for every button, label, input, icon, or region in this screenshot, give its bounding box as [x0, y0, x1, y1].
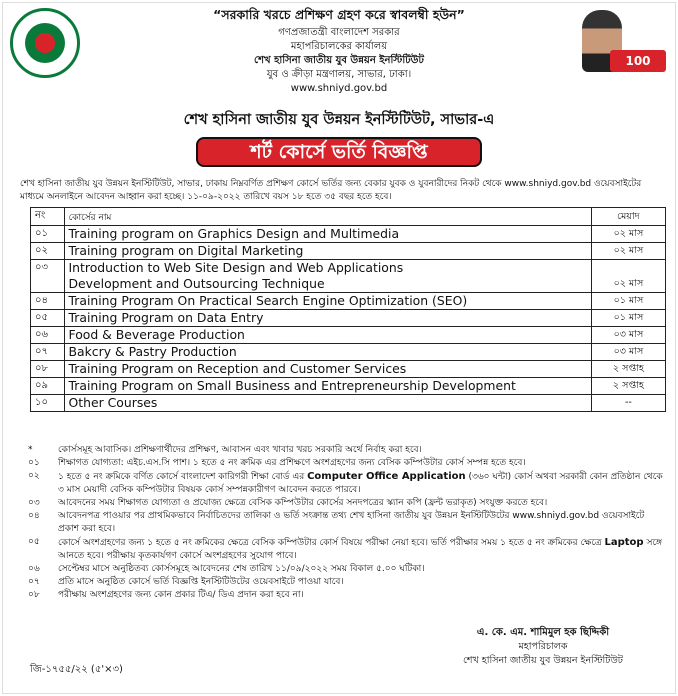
- row-name: [64, 260, 591, 293]
- note-item: [28, 589, 668, 602]
- government-seal-icon: [10, 8, 80, 78]
- row-duration: ০২ মাস: [591, 260, 665, 293]
- row-name: Training Program on Reception and Customer Services: [64, 361, 591, 378]
- subtitle: শেখ হাসিনা জাতীয় যুব উন্নয়ন ইনস্টিটিউট, সাভার-এ: [183, 112, 495, 128]
- seal-red-disc: [35, 33, 55, 53]
- table-row: [31, 395, 666, 412]
- note-item: [28, 536, 668, 563]
- reference-number: জি-১৭৫৫/২২ (৫'×৩): [30, 664, 123, 675]
- note-number: ০৫: [28, 537, 40, 547]
- row-duration: ০২ মাস: [591, 226, 665, 243]
- note-item: [28, 563, 668, 576]
- table-row: [31, 226, 666, 243]
- table-row: [31, 378, 666, 395]
- note-text-part: সঙ্গে আনতে হবে। পরীক্ষায় কৃতকার্যগণ কোর্সে অংশগ্রহণের সুযোগ পাবে।: [58, 538, 662, 561]
- row-no: ০৬: [31, 327, 65, 344]
- row-name: Food & Beverage Production: [64, 327, 591, 344]
- logo-badge: 100: [610, 50, 666, 72]
- row-no: ০১: [31, 226, 65, 243]
- row-duration: ২ সপ্তাহ: [591, 361, 665, 378]
- note-text-part: (৩৬০ ঘন্টা) কোর্স অথবা সরকারী কোন প্রতিষ্ঠান থেকে ৩ মাস মেয়াদী বেসিক কম্পিউটার বিষয়ক কোর্স সম্পন্নকারীগণ আবেদন করতে পারবে।: [58, 472, 663, 495]
- signatory-office: শেখ হাসিনা জাতীয় যুব উন্নয়ন ইনস্টিটিউট: [463, 655, 623, 666]
- note-text: শিক্ষাগত যোগ্যতা: এইচ.এস.সি পাশ। ১ হতে ৫ নং ক্রমিক এর প্রশিক্ষণে অংশগ্রহণের জন্য বেসিক কম্পিউটার কোর্স সম্পন্ন হতে হবে।: [58, 458, 526, 468]
- note-text: কোর্সসমূহ আবাসিক। প্রশিক্ষণার্থীদের প্রশিক্ষণ, আবাসন এবং খাবার খরচ সরকারি অর্থে নির্বাহ করা হবে।: [58, 445, 422, 455]
- row-name: Training Program On Practical Search Engine Optimization (SEO): [64, 293, 591, 310]
- note-text-bold: Laptop: [604, 537, 644, 548]
- row-duration: ০২ মাস: [591, 243, 665, 260]
- signatory-designation: মহাপরিচালক: [518, 641, 568, 652]
- note-item: [28, 497, 668, 510]
- table-header-row: [31, 208, 666, 226]
- table-row: [31, 260, 666, 293]
- note-text: পরীক্ষায় অংশগ্রহণের জন্য কোন প্রকার টিএ/ ডিএ প্রদান করা হবে না।: [58, 590, 304, 600]
- note-number: ০৪: [28, 511, 40, 521]
- row-no: ০৪: [31, 293, 65, 310]
- note-number: ০৭: [28, 577, 40, 587]
- note-number: ০৩: [28, 498, 40, 508]
- row-no: ০২: [31, 243, 65, 260]
- header: [0, 0, 678, 112]
- note-text: প্রতি মাসে অনুষ্ঠিত কোর্সে ভর্তি বিজ্ঞপ্তি ইনস্টিটিউটের ওয়েবসাইটে পাওয়া যাবে।: [58, 577, 344, 587]
- row-name: Training Program on Data Entry: [64, 310, 591, 327]
- row-name: Bakcry & Pastry Production: [64, 344, 591, 361]
- row-no: ০৭: [31, 344, 65, 361]
- row-name: Training program on Graphics Design and Multimedia: [64, 226, 591, 243]
- note-item: [28, 576, 668, 589]
- note-text-bold: Computer Office Application: [307, 471, 466, 482]
- institute-line: শেখ হাসিনা জাতীয় যুব উন্নয়ন ইনস্টিটিউট: [254, 55, 424, 66]
- note-item: [28, 510, 668, 536]
- mujib-borsho-logo: [574, 10, 670, 78]
- note-text: আবেদনের সময় শিক্ষাগত যোগ্যতা ও প্রযোজ্য ক্ষেত্রে বেসিক কম্পিউটার কোর্সের সনদপত্রের স্ক্যান কপি (ফ্রন্ট ভরাকৃত) সংযুক্ত করতে হবে।: [58, 498, 548, 508]
- row-no: ০৫: [31, 310, 65, 327]
- motto: “সরকারি খরচে প্রশিক্ষণ গ্রহণ করে স্বাবলম্বী হউন”: [213, 7, 465, 22]
- table-row: [31, 310, 666, 327]
- row-duration: ০৩ মাস: [591, 327, 665, 344]
- note-text: [58, 536, 668, 563]
- header-duration: মেয়াদ: [591, 208, 665, 226]
- ministry-line: যুব ও ক্রীড়া মন্ত্রণালয়, সাভার, ঢাকা।: [266, 69, 412, 80]
- row-name: Training Program on Small Business and Entrepreneurship Development: [64, 378, 591, 395]
- note-text: সেপ্টেম্বর মাসে অনুষ্ঠিতব্য কোর্সসমূহে আবেদনের শেষ তারিখ ১১/০৯/২০২২ সময় বিকাল ৫.০০ ঘটিকা।: [58, 564, 425, 574]
- row-no: ১০: [31, 395, 65, 412]
- row-duration: --: [591, 395, 665, 412]
- table-row: [31, 361, 666, 378]
- note-number: ০১: [28, 458, 40, 468]
- note-text: আবেদনপত্র পাওয়ার পর প্রাথমিকভাবে নির্বাচিতদের তালিকা ও ভর্তি সংক্রান্ত তথ্য শেখ হাসিনা জাতীয় যুব উন্নয়ন ইনস্টিটিউটের www.shniyd.gov.bd ওয়েবসাইটে প্রকাশ করা হবে।: [58, 511, 645, 534]
- row-duration: ০৩ মাস: [591, 344, 665, 361]
- note-number: ০৬: [28, 564, 40, 574]
- row-name-line1: Introduction to Web Site Design and Web Applications: [68, 260, 404, 275]
- intro-paragraph: শেখ হাসিনা জাতীয় যুব উন্নয়ন ইনস্টিটিউট, সাভার, ঢাকায় নিম্নবর্ণিত প্রশিক্ষণ কোর্সে ভর্তির জন্য বেকার যুবক ও যুবনারীদের নিকট থেকে www.shniyd.gov.bd ওয়েবসাইটের মাধ্যমে অনলাইনে আবেদন আহ্বান করা হচ্ছে। ১১-০৯-২০২২ তারিখে বয়স ১৮ হতে ৩৫ বছর হতে হবে।: [20, 179, 642, 202]
- row-duration: ২ সপ্তাহ: [591, 378, 665, 395]
- row-duration: ০১ মাস: [591, 293, 665, 310]
- row-no: ০৮: [31, 361, 65, 378]
- row-no: ০৯: [31, 378, 65, 395]
- note-number: ০৮: [28, 590, 40, 600]
- row-name-line2: Development and Outsourcing Technique: [68, 276, 325, 291]
- signature-block: [430, 626, 656, 668]
- note-number: *: [28, 445, 33, 455]
- note-text-part: ১ হতে ৫ নং ক্রমিকে বর্ণিত কোর্সে বাংলাদেশ কারিগরী শিক্ষা বোর্ড এর: [58, 472, 308, 482]
- row-duration: ০১ মাস: [591, 310, 665, 327]
- note-text: [58, 470, 668, 497]
- table-row: [31, 344, 666, 361]
- table-row: [31, 243, 666, 260]
- website-line: www.shniyd.gov.bd: [290, 83, 388, 94]
- note-item: [28, 444, 668, 457]
- note-text-part: কোর্সে অংশগ্রহণের জন্য ১ হতে ৫ নং ক্রমিকের ক্ষেত্রে বেসিক কম্পিউটার কোর্স বিষয়ে পরীক্ষা নেয়া হবে। ভর্তি পরীক্ষার সময় ১ হতে ৫ নং ক্রমিকের ক্ষেত্রে: [58, 538, 605, 548]
- note-item: [28, 470, 668, 497]
- note-item: [28, 457, 668, 470]
- header-name: কোর্সের নাম: [64, 208, 591, 226]
- row-no: [31, 260, 65, 293]
- notice-title-banner: শর্ট কোর্সে ভর্তি বিজ্ঞপ্তি: [196, 137, 482, 167]
- row-no-text: ০৩: [35, 262, 49, 273]
- note-number: ০২: [28, 471, 40, 481]
- notes-list: [28, 444, 668, 602]
- gov-line: গণপ্রজাতন্ত্রী বাংলাদেশ সরকার: [278, 27, 400, 38]
- header-no: নং: [31, 208, 65, 226]
- signatory-name: এ. কে. এম. শামিমুল হক ছিদ্দিকী: [476, 627, 610, 638]
- row-name: Other Courses: [64, 395, 591, 412]
- table-row: [31, 327, 666, 344]
- table-row: [31, 293, 666, 310]
- course-table: [30, 207, 666, 412]
- office-line: মহাপরিচালকের কার্যালয়: [290, 41, 388, 52]
- row-name: Training program on Digital Marketing: [64, 243, 591, 260]
